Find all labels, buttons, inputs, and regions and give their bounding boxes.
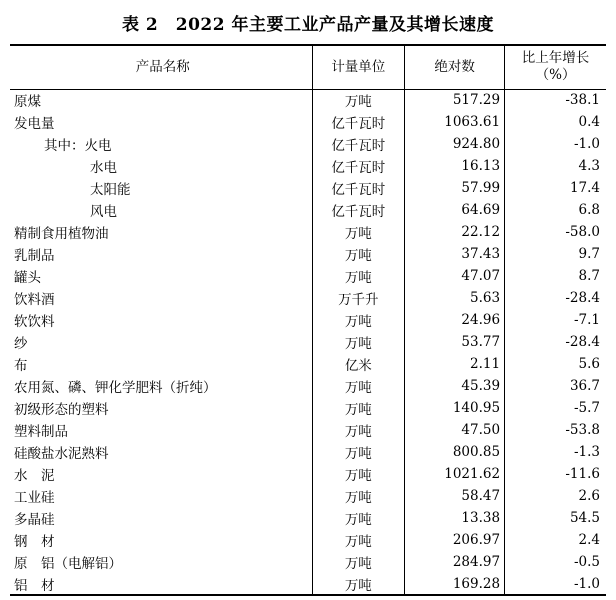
absolute-value-cell: 2.11 <box>405 353 505 375</box>
table-row <box>10 573 606 595</box>
unit-cell: 亿千瓦时 <box>312 133 405 155</box>
unit-cell: 亿米 <box>312 353 405 375</box>
product-name-cell: 其中：火电 <box>44 138 112 154</box>
unit-cell: 亿千瓦时 <box>312 155 405 177</box>
absolute-value-cell: 13.38 <box>405 507 505 529</box>
absolute-value-cell: 57.99 <box>405 177 505 199</box>
unit-cell: 万吨 <box>312 243 405 265</box>
product-name-cell: 农用氮、磷、钾化学肥料（折纯） <box>14 380 217 396</box>
unit-cell: 万吨 <box>312 309 405 331</box>
product-name-cell: 水 泥 <box>14 468 55 484</box>
absolute-value-cell: 1021.62 <box>405 463 505 485</box>
absolute-value-cell: 1063.61 <box>405 111 505 133</box>
table-row <box>10 419 606 441</box>
growth-rate-cell: -28.4 <box>505 287 606 309</box>
growth-rate-cell: -58.0 <box>505 221 606 243</box>
growth-rate-cell: -28.4 <box>505 331 606 353</box>
absolute-value-cell: 517.29 <box>405 89 505 111</box>
growth-rate-cell: -5.7 <box>505 397 606 419</box>
growth-rate-cell: -11.6 <box>505 463 606 485</box>
product-name-cell: 软饮料 <box>14 314 55 330</box>
header-growth <box>505 45 606 89</box>
header-product-name: 产品名称 <box>10 45 312 89</box>
table-row <box>10 375 606 397</box>
growth-rate-cell: 17.4 <box>505 177 606 199</box>
unit-cell: 万吨 <box>312 529 405 551</box>
absolute-value-cell: 37.43 <box>405 243 505 265</box>
absolute-value-cell: 800.85 <box>405 441 505 463</box>
product-name-cell: 铝 材 <box>10 573 312 595</box>
header-absolute: 绝对数 <box>405 45 505 89</box>
table-row <box>10 441 606 463</box>
unit-cell: 万吨 <box>312 397 405 419</box>
growth-rate-cell: -1.3 <box>505 441 606 463</box>
absolute-value-cell: 64.69 <box>405 199 505 221</box>
table-row <box>10 287 606 309</box>
growth-rate-cell: 2.4 <box>505 529 606 551</box>
header-growth-line2: （%） <box>535 67 576 84</box>
table-row <box>10 485 606 507</box>
table-row <box>10 111 606 133</box>
unit-cell: 亿千瓦时 <box>312 199 405 221</box>
product-name-cell: 发电量 <box>14 116 55 132</box>
product-name-cell: 初级形态的塑料 <box>14 402 109 418</box>
table-row <box>10 551 606 573</box>
table-row <box>10 265 606 287</box>
header-unit: 计量单位 <box>312 45 405 89</box>
unit-cell: 万吨 <box>312 507 405 529</box>
absolute-value-cell: 140.95 <box>405 397 505 419</box>
unit-cell: 万吨 <box>312 485 405 507</box>
unit-cell: 万吨 <box>312 551 405 573</box>
table-title: 表 2 2022 年主要工业产品产量及其增长速度 <box>122 15 494 35</box>
table-row <box>10 177 606 199</box>
table-row <box>10 243 606 265</box>
product-name-cell: 钢 材 <box>14 534 55 550</box>
unit-cell: 万千升 <box>312 287 405 309</box>
table-row <box>10 353 606 375</box>
growth-rate-cell: 6.8 <box>505 199 606 221</box>
product-name-cell: 精制食用植物油 <box>14 226 109 242</box>
absolute-value-cell: 16.13 <box>405 155 505 177</box>
absolute-value-cell: 47.50 <box>405 419 505 441</box>
unit-cell: 万吨 <box>312 331 405 353</box>
unit-cell: 万吨 <box>312 441 405 463</box>
product-name-cell: 硅酸盐水泥熟料 <box>14 446 109 462</box>
product-name-cell: 纱 <box>14 336 28 352</box>
table-row <box>10 397 606 419</box>
product-name-cell: 乳制品 <box>14 248 55 264</box>
growth-rate-cell: 5.6 <box>505 353 606 375</box>
table-row <box>10 199 606 221</box>
absolute-value-cell: 53.77 <box>405 331 505 353</box>
growth-rate-cell: 0.4 <box>505 111 606 133</box>
growth-rate-cell: -1.0 <box>505 573 606 595</box>
growth-rate-cell: 8.7 <box>505 265 606 287</box>
growth-rate-cell: -7.1 <box>505 309 606 331</box>
unit-cell: 万吨 <box>312 89 405 111</box>
product-name-cell: 太阳能 <box>90 182 131 198</box>
product-name-cell: 多晶硅 <box>14 512 55 528</box>
unit-cell: 亿千瓦时 <box>312 177 405 199</box>
table-row <box>10 309 606 331</box>
product-name-cell: 原 铝（电解铝） <box>14 556 122 572</box>
unit-cell: 亿千瓦时 <box>312 111 405 133</box>
table-row <box>10 463 606 485</box>
growth-rate-cell: 9.7 <box>505 243 606 265</box>
unit-cell: 万吨 <box>312 221 405 243</box>
table-row <box>10 529 606 551</box>
absolute-value-cell: 47.07 <box>405 265 505 287</box>
product-name-cell: 塑料制品 <box>14 424 68 440</box>
product-name-cell: 水电 <box>90 160 117 176</box>
table-body <box>10 89 606 595</box>
product-name-cell: 饮料酒 <box>14 292 55 308</box>
growth-rate-cell: 2.6 <box>505 485 606 507</box>
growth-rate-cell: 36.7 <box>505 375 606 397</box>
growth-rate-cell: -38.1 <box>505 89 606 111</box>
unit-cell: 万吨 <box>312 375 405 397</box>
absolute-value-cell: 22.12 <box>405 221 505 243</box>
product-name-cell: 原煤 <box>14 94 41 111</box>
growth-rate-cell: 4.3 <box>505 155 606 177</box>
table-row <box>10 507 606 529</box>
production-table <box>10 44 606 596</box>
absolute-value-cell: 24.96 <box>405 309 505 331</box>
product-name-cell: 布 <box>14 358 28 374</box>
table-row <box>10 89 606 111</box>
absolute-value-cell: 169.28 <box>405 573 505 595</box>
unit-cell: 万吨 <box>312 463 405 485</box>
absolute-value-cell: 45.39 <box>405 375 505 397</box>
table-header <box>10 45 606 89</box>
table-row <box>10 155 606 177</box>
unit-cell: 万吨 <box>312 573 405 595</box>
product-name-cell: 罐头 <box>14 270 41 286</box>
growth-rate-cell: 54.5 <box>505 507 606 529</box>
absolute-value-cell: 206.97 <box>405 529 505 551</box>
table-row <box>10 221 606 243</box>
growth-rate-cell: -53.8 <box>505 419 606 441</box>
absolute-value-cell: 58.47 <box>405 485 505 507</box>
header-growth-line1: 比上年增长 <box>521 50 590 67</box>
unit-cell: 万吨 <box>312 265 405 287</box>
absolute-value-cell: 284.97 <box>405 551 505 573</box>
table-row <box>10 331 606 353</box>
absolute-value-cell: 924.80 <box>405 133 505 155</box>
absolute-value-cell: 5.63 <box>405 287 505 309</box>
table-row <box>10 133 606 155</box>
product-name-cell: 风电 <box>90 204 117 220</box>
header-row <box>10 45 606 89</box>
growth-rate-cell: -0.5 <box>505 551 606 573</box>
product-name-cell: 工业硅 <box>14 490 55 506</box>
unit-cell: 万吨 <box>312 419 405 441</box>
growth-rate-cell: -1.0 <box>505 133 606 155</box>
